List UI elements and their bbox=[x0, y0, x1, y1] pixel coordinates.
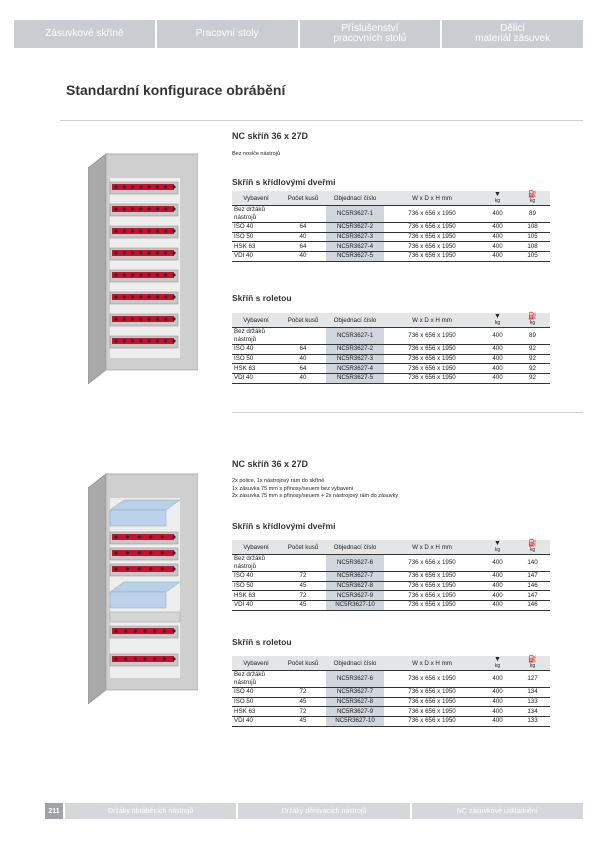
section1-title: NC skříň 36 x 27D bbox=[232, 131, 309, 141]
table-cell: NC5R3627-10 bbox=[326, 601, 384, 611]
table-header-row bbox=[232, 313, 550, 328]
table-header-row bbox=[232, 191, 550, 206]
table-cell: 133 bbox=[515, 697, 550, 707]
weight-icon: ⛽ kg bbox=[528, 313, 537, 326]
table-cell: 736 x 656 x 1950 bbox=[384, 717, 480, 727]
table-cell: 140 bbox=[515, 555, 550, 572]
table-cell: NC5R3627-3 bbox=[326, 232, 384, 242]
table-cell: 736 x 656 x 1950 bbox=[384, 572, 480, 582]
table-cell: Bez držáků nástrojů bbox=[232, 328, 280, 345]
tool-drawer bbox=[110, 314, 178, 326]
table-cell: 72 bbox=[280, 707, 326, 717]
table-cell: 736 x 656 x 1950 bbox=[384, 364, 480, 374]
footer-bar bbox=[45, 803, 583, 819]
divider bbox=[60, 120, 583, 121]
table-cell: 400 bbox=[480, 581, 515, 591]
table-cell: 147 bbox=[515, 572, 550, 582]
table-cell: 108 bbox=[515, 223, 550, 233]
col-vybaveni: Vybavení bbox=[232, 313, 280, 328]
load-capacity-icon: ▼ kg bbox=[494, 656, 501, 669]
table-cell: HSK 63 bbox=[232, 591, 280, 601]
section1-doors-table bbox=[232, 191, 550, 262]
col-rozmery: W x D x H mm bbox=[384, 191, 480, 206]
table-row bbox=[232, 252, 550, 262]
tool-drawer bbox=[110, 226, 178, 238]
table-row bbox=[232, 707, 550, 717]
table-cell: Bez držáků nástrojů bbox=[232, 671, 280, 688]
table-cell: ISO 40 bbox=[232, 572, 280, 582]
col-vybaveni: Vybavení bbox=[232, 540, 280, 555]
table-cell: ISO 40 bbox=[232, 223, 280, 233]
table-cell: NC5R3627-7 bbox=[326, 572, 384, 582]
table-cell: NC5R3627-9 bbox=[326, 591, 384, 601]
table-cell: 40 bbox=[280, 232, 326, 242]
table-cell: 400 bbox=[480, 572, 515, 582]
tool-drawer bbox=[110, 336, 178, 348]
table-cell: VDI 40 bbox=[232, 717, 280, 727]
tab-zasuvkove-skrine[interactable]: Zásuvkové skříně bbox=[14, 20, 155, 48]
table-cell: NC5R3627-8 bbox=[326, 581, 384, 591]
table-row bbox=[232, 345, 550, 355]
table-cell: 400 bbox=[480, 206, 515, 223]
table-cell: 133 bbox=[515, 717, 550, 727]
table-cell bbox=[280, 555, 326, 572]
table-cell: 736 x 656 x 1950 bbox=[384, 374, 480, 384]
table-cell: 400 bbox=[480, 555, 515, 572]
table-cell: 736 x 656 x 1950 bbox=[384, 345, 480, 355]
table-cell: 400 bbox=[480, 345, 515, 355]
section1-roller-title: Skříň s roletou bbox=[232, 293, 292, 303]
table-cell: 64 bbox=[280, 364, 326, 374]
table-cell: Bez držáků nástrojů bbox=[232, 206, 280, 223]
weight-icon: ⛽ kg bbox=[528, 191, 537, 204]
section2-note: 2x police, 1x nástrojový rám do skříně 1x zásuvka 75 mm s přinosy/seuem bez vybavení 2x zásuvka 75 mm s přinosy/seuem + 2x nástrojový rám do zásuvky bbox=[232, 478, 399, 499]
table-cell: 40 bbox=[280, 374, 326, 384]
table-cell: NC5R3627-2 bbox=[326, 345, 384, 355]
table-cell bbox=[280, 671, 326, 688]
table-cell: NC5R3627-9 bbox=[326, 707, 384, 717]
footer-link-obrabeci[interactable]: Držáky obráběcích nástrojů bbox=[65, 803, 236, 819]
table-row bbox=[232, 671, 550, 688]
cabinet-image-2 bbox=[88, 470, 198, 705]
col-objednaci-cislo: Objednací číslo bbox=[326, 540, 384, 555]
table-cell: 92 bbox=[515, 374, 550, 384]
col-vybaveni: Vybavení bbox=[232, 191, 280, 206]
table-cell: NC5R3627-7 bbox=[326, 688, 384, 698]
col-rozmery: W x D x H mm bbox=[384, 656, 480, 671]
top-nav-tabs bbox=[14, 20, 583, 48]
table-cell: 736 x 656 x 1950 bbox=[384, 581, 480, 591]
table-cell: 146 bbox=[515, 581, 550, 591]
table-cell: 45 bbox=[280, 697, 326, 707]
table-cell: 736 x 656 x 1950 bbox=[384, 707, 480, 717]
table-cell: VDI 40 bbox=[232, 374, 280, 384]
table-cell: NC5R3627-5 bbox=[326, 374, 384, 384]
table-cell: 400 bbox=[480, 707, 515, 717]
load-capacity-icon: ▼ kg bbox=[494, 540, 501, 553]
table-cell: 40 bbox=[280, 354, 326, 364]
table-cell: 64 bbox=[280, 345, 326, 355]
table-cell: 400 bbox=[480, 591, 515, 601]
table-row bbox=[232, 697, 550, 707]
table-header-row bbox=[232, 656, 550, 671]
table-cell: 400 bbox=[480, 242, 515, 252]
table-cell: 45 bbox=[280, 717, 326, 727]
table-cell: NC5R3627-1 bbox=[326, 206, 384, 223]
table-cell: 736 x 656 x 1950 bbox=[384, 223, 480, 233]
table-cell: 105 bbox=[515, 232, 550, 242]
table-cell: NC5R3627-8 bbox=[326, 697, 384, 707]
table-cell: 127 bbox=[515, 671, 550, 688]
section1-roller-table bbox=[232, 313, 550, 384]
table-cell: 92 bbox=[515, 354, 550, 364]
table-cell: HSK 63 bbox=[232, 242, 280, 252]
table-cell: ISO 40 bbox=[232, 688, 280, 698]
col-objednaci-cislo: Objednací číslo bbox=[326, 656, 384, 671]
cabinet-image-1 bbox=[88, 150, 198, 385]
tool-drawer bbox=[110, 182, 178, 194]
col-vybaveni: Vybavení bbox=[232, 656, 280, 671]
table-cell: 134 bbox=[515, 688, 550, 698]
load-capacity-icon: ▼ kg bbox=[494, 313, 501, 326]
load-capacity-icon: ▼ kg bbox=[494, 191, 501, 204]
table-cell: 72 bbox=[280, 688, 326, 698]
table-row bbox=[232, 364, 550, 374]
table-cell: ISO 50 bbox=[232, 581, 280, 591]
tool-drawer bbox=[110, 204, 178, 216]
footer-link-nc-zasuvkove[interactable]: NC zásuvkové uskladnění bbox=[412, 803, 583, 819]
divider bbox=[232, 412, 583, 413]
tool-drawer bbox=[110, 248, 178, 260]
section2-doors-table bbox=[232, 540, 550, 611]
table-cell: 400 bbox=[480, 354, 515, 364]
table-cell: 400 bbox=[480, 232, 515, 242]
tab-delici-material[interactable]: Dělicí materiál zásuvek bbox=[442, 20, 583, 48]
table-row bbox=[232, 555, 550, 572]
footer-link-derovaci[interactable]: Držáky děrovacích nástrojů bbox=[238, 803, 409, 819]
weight-icon: ⛽ kg bbox=[528, 540, 537, 553]
col-pocet-kusu: Počet kusů bbox=[280, 540, 326, 555]
table-row bbox=[232, 206, 550, 223]
table-cell: 400 bbox=[480, 601, 515, 611]
table-cell: VDI 40 bbox=[232, 601, 280, 611]
table-row bbox=[232, 572, 550, 582]
table-row bbox=[232, 717, 550, 727]
table-cell: NC5R3627-4 bbox=[326, 242, 384, 252]
table-row bbox=[232, 688, 550, 698]
table-cell: ISO 50 bbox=[232, 697, 280, 707]
table-cell: 45 bbox=[280, 581, 326, 591]
table-cell: HSK 63 bbox=[232, 364, 280, 374]
table-cell: NC5R3627-6 bbox=[326, 555, 384, 572]
table-cell: NC5R3627-2 bbox=[326, 223, 384, 233]
table-cell: 64 bbox=[280, 242, 326, 252]
col-objednaci-cislo: Objednací číslo bbox=[326, 191, 384, 206]
page-number: 211 bbox=[45, 803, 63, 819]
table-cell: 400 bbox=[480, 252, 515, 262]
tool-rack bbox=[110, 548, 178, 560]
table-row bbox=[232, 223, 550, 233]
tab-prislusenstvi[interactable]: Příslušenství pracovních stolů bbox=[300, 20, 441, 48]
col-pocet-kusu: Počet kusů bbox=[280, 656, 326, 671]
table-cell bbox=[280, 328, 326, 345]
table-cell: 736 x 656 x 1950 bbox=[384, 555, 480, 572]
tool-drawer bbox=[110, 654, 178, 666]
table-cell: 400 bbox=[480, 688, 515, 698]
table-cell: 92 bbox=[515, 364, 550, 374]
table-cell: 736 x 656 x 1950 bbox=[384, 688, 480, 698]
col-rozmery: W x D x H mm bbox=[384, 540, 480, 555]
table-header-row bbox=[232, 540, 550, 555]
table-cell: 400 bbox=[480, 223, 515, 233]
col-pocet-kusu: Počet kusů bbox=[280, 191, 326, 206]
section2-title: NC skříň 36 x 27D bbox=[232, 459, 309, 469]
table-cell: NC5R3627-6 bbox=[326, 671, 384, 688]
table-cell: 736 x 656 x 1950 bbox=[384, 671, 480, 688]
section2-roller-title: Skříň s roletou bbox=[232, 637, 292, 647]
weight-icon: ⛽ kg bbox=[528, 656, 537, 669]
table-cell bbox=[280, 206, 326, 223]
table-cell: 736 x 656 x 1950 bbox=[384, 252, 480, 262]
section2-roller-table bbox=[232, 656, 550, 727]
table-cell: NC5R3627-5 bbox=[326, 252, 384, 262]
table-cell: 736 x 656 x 1950 bbox=[384, 206, 480, 223]
table-cell: 146 bbox=[515, 601, 550, 611]
table-cell: 736 x 656 x 1950 bbox=[384, 591, 480, 601]
tool-drawer bbox=[110, 292, 178, 304]
table-cell: 40 bbox=[280, 252, 326, 262]
table-cell: NC5R3627-3 bbox=[326, 354, 384, 364]
table-cell: 89 bbox=[515, 328, 550, 345]
table-cell: 400 bbox=[480, 364, 515, 374]
section1-doors-title: Skříň s křídlovými dveřmi bbox=[232, 177, 336, 187]
section1-note: Bez nosiče nástrojů bbox=[232, 151, 280, 157]
table-cell: ISO 40 bbox=[232, 345, 280, 355]
table-cell: 72 bbox=[280, 591, 326, 601]
table-cell: NC5R3627-1 bbox=[326, 328, 384, 345]
table-row bbox=[232, 232, 550, 242]
table-cell: 92 bbox=[515, 345, 550, 355]
table-cell: 400 bbox=[480, 717, 515, 727]
table-row bbox=[232, 328, 550, 345]
table-row bbox=[232, 591, 550, 601]
table-cell: 400 bbox=[480, 374, 515, 384]
table-cell: NC5R3627-10 bbox=[326, 717, 384, 727]
tab-pracovni-stoly[interactable]: Pracovní stoly bbox=[157, 20, 298, 48]
col-objednaci-cislo: Objednací číslo bbox=[326, 313, 384, 328]
table-cell: 736 x 656 x 1950 bbox=[384, 354, 480, 364]
table-cell: 72 bbox=[280, 572, 326, 582]
table-row bbox=[232, 242, 550, 252]
table-cell: VDI 40 bbox=[232, 252, 280, 262]
col-rozmery: W x D x H mm bbox=[384, 313, 480, 328]
tool-rack bbox=[110, 532, 178, 544]
table-cell: 89 bbox=[515, 206, 550, 223]
tool-rack bbox=[110, 564, 178, 576]
table-cell: 400 bbox=[480, 671, 515, 688]
table-row bbox=[232, 354, 550, 364]
tool-drawer bbox=[110, 626, 178, 638]
table-cell: NC5R3627-4 bbox=[326, 364, 384, 374]
table-cell: 736 x 656 x 1950 bbox=[384, 232, 480, 242]
table-cell: HSK 63 bbox=[232, 707, 280, 717]
table-cell: 736 x 656 x 1950 bbox=[384, 697, 480, 707]
table-cell: 105 bbox=[515, 252, 550, 262]
section2-doors-title: Skříň s křídlovými dveřmi bbox=[232, 521, 336, 531]
table-cell: 45 bbox=[280, 601, 326, 611]
table-cell: 736 x 656 x 1950 bbox=[384, 242, 480, 252]
col-pocet-kusu: Počet kusů bbox=[280, 313, 326, 328]
table-cell: 134 bbox=[515, 707, 550, 717]
table-cell: 64 bbox=[280, 223, 326, 233]
table-row bbox=[232, 581, 550, 591]
table-cell: Bez držáků nástrojů bbox=[232, 555, 280, 572]
table-row bbox=[232, 601, 550, 611]
table-cell: 736 x 656 x 1950 bbox=[384, 328, 480, 345]
table-cell: ISO 50 bbox=[232, 232, 280, 242]
tool-drawer bbox=[110, 270, 178, 282]
table-cell: 736 x 656 x 1950 bbox=[384, 601, 480, 611]
table-row bbox=[232, 374, 550, 384]
page-title: Standardní konfigurace obrábění bbox=[66, 82, 286, 98]
table-cell: 400 bbox=[480, 328, 515, 345]
table-cell: 147 bbox=[515, 591, 550, 601]
table-cell: 108 bbox=[515, 242, 550, 252]
table-cell: 400 bbox=[480, 697, 515, 707]
table-cell: ISO 50 bbox=[232, 354, 280, 364]
